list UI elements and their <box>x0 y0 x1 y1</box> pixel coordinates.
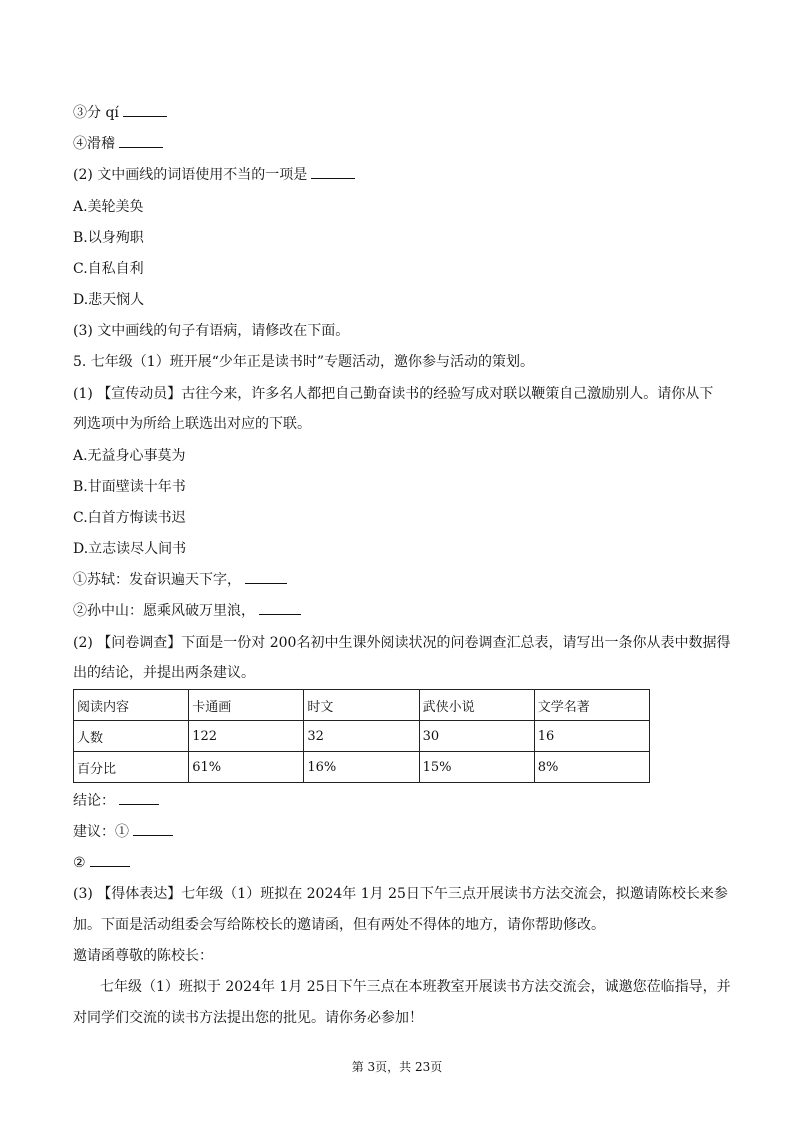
couplet-option-b: B.甘面壁读十年书 <box>73 479 186 495</box>
item-fenqi <box>73 104 167 122</box>
option-a: A.美轮美奂 <box>73 199 144 215</box>
suggestion-2-label: ② <box>73 855 86 871</box>
table-cell: 卡通画 <box>189 690 304 721</box>
answer-blank <box>119 135 163 148</box>
suggestion-1-label: 建议：① <box>73 824 129 840</box>
option-b: B.以身殉职 <box>73 230 144 246</box>
table-cell: 61% <box>189 752 304 783</box>
question-5-intro: 5. 七年级（1）班开展“少年正是读书时”专题活动，邀你参与活动的策划。 <box>73 354 535 370</box>
suggestion-1-line <box>73 823 173 841</box>
question-5-3-line1: (3) 【得体表达】七年级（1）班拟在 2024年 1月 25日下午三点开展读书方法交流会，拟邀请陈校长来参 <box>73 886 728 902</box>
question-2 <box>73 166 355 184</box>
table-row <box>74 690 650 721</box>
answer-blank <box>123 104 167 117</box>
couplet-option-c: C.白首方悔读书迟 <box>73 510 186 526</box>
option-d: D.悲天悯人 <box>73 292 145 308</box>
question-5-2-line1: (2) 【问卷调查】下面是一份对 200名初中生课外阅读状况的问卷调查汇总表，请写出一条你从表中数据得 <box>73 635 731 651</box>
option-c: C.自私自利 <box>73 261 144 277</box>
table-cell: 时文 <box>304 690 419 721</box>
table-cell: 16 <box>534 721 649 752</box>
table-cell: 阅读内容 <box>74 690 189 721</box>
couplet-1-text: ①苏轼：发奋识遍天下字， <box>73 572 241 588</box>
question-2-text: (2) 文中画线的词语使用不当的一项是 <box>73 167 308 183</box>
letter-body-line1: 七年级（1）班拟于 2024年 1月 25日下午三点在本班教室开展读书方法交流会，诚邀您莅临指导，并 <box>100 979 731 995</box>
table-cell: 32 <box>304 721 419 752</box>
couplet-option-d: D.立志读尽人间书 <box>73 541 187 557</box>
table-cell: 8% <box>534 752 649 783</box>
letter-greeting: 邀请函尊敬的陈校长： <box>73 948 213 964</box>
table-cell: 人数 <box>74 721 189 752</box>
page-footer: 第 3页，共 23页 <box>351 1060 443 1074</box>
table-cell: 30 <box>419 721 534 752</box>
couplet-2-text: ②孙中山：愿乘风破万里浪， <box>73 603 255 619</box>
couplet-1 <box>73 571 287 589</box>
question-5-2-line2: 出的结论，并提出两条建议。 <box>73 665 255 681</box>
table-cell: 122 <box>189 721 304 752</box>
question-5-1-line2: 列选项中为所给上联选出对应的下联。 <box>73 416 311 432</box>
question-5-3-line2: 加。下面是活动组委会写给陈校长的邀请函，但有两处不得体的地方，请你帮助修改。 <box>73 917 605 933</box>
couplet-2 <box>73 602 301 620</box>
table-cell: 文学名著 <box>534 690 649 721</box>
item-huaji-text: ④滑稽 <box>73 136 115 152</box>
question-5-1-line1: (1) 【宣传动员】古往今来，许多名人都把自己勤奋读书的经验写成对联以鞭策自己激励别人。请你从下 <box>73 386 714 402</box>
answer-blank <box>259 602 301 615</box>
table-row <box>74 752 650 783</box>
answer-blank <box>119 792 159 805</box>
item-fenqi-text: ③分 qí <box>73 105 119 121</box>
survey-table <box>73 689 650 783</box>
answer-blank <box>90 854 130 867</box>
table-cell: 15% <box>419 752 534 783</box>
table-cell: 百分比 <box>74 752 189 783</box>
conclusion-line <box>73 792 159 810</box>
question-3: (3) 文中画线的句子有语病，请修改在下面。 <box>73 323 350 339</box>
answer-blank <box>133 823 173 836</box>
suggestion-2-line <box>73 854 130 872</box>
couplet-option-a: A.无益身心事莫为 <box>73 448 186 464</box>
letter-body-line2: 对同学们交流的读书方法提出您的批见。请你务必参加！ <box>73 1010 423 1026</box>
table-row <box>74 721 650 752</box>
conclusion-label: 结论： <box>73 793 115 809</box>
table-cell: 武侠小说 <box>419 690 534 721</box>
answer-blank <box>311 166 355 179</box>
item-huaji <box>73 135 163 153</box>
table-cell: 16% <box>304 752 419 783</box>
answer-blank <box>245 571 287 584</box>
